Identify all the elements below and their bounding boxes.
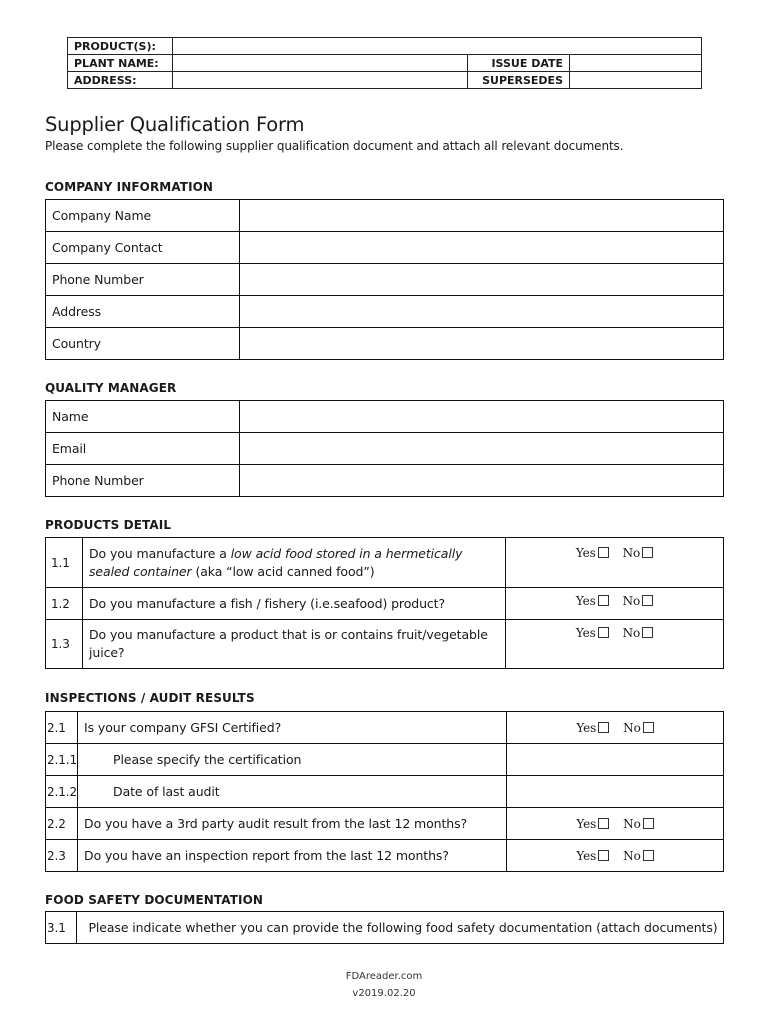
company-address-field[interactable]	[240, 296, 724, 328]
company-name-label: Company Name	[46, 200, 240, 232]
question-text-1-2: Do you manufacture a fish / fishery (i.e.seafood) product?	[83, 588, 506, 620]
qm-name-label: Name	[46, 401, 240, 433]
yes-no-choice: Yes No	[506, 538, 724, 588]
no-checkbox[interactable]	[642, 547, 653, 558]
yes-no-choice: Yes No	[506, 620, 724, 669]
issue-date-field[interactable]	[570, 55, 702, 72]
company-name-field[interactable]	[240, 200, 724, 232]
no-checkbox[interactable]	[643, 850, 654, 861]
question-number: 2.1	[46, 712, 78, 744]
yes-checkbox[interactable]	[598, 850, 609, 861]
last-audit-date-field[interactable]	[507, 776, 724, 808]
yes-no-choice: Yes No	[507, 840, 724, 872]
document-header-table	[67, 37, 702, 89]
question-text-2-1-1: Please specify the certification	[78, 744, 507, 776]
yes-checkbox[interactable]	[598, 547, 609, 558]
question-number: 2.1.1	[46, 744, 78, 776]
question-number: 2.2	[46, 808, 78, 840]
company-contact-field[interactable]	[240, 232, 724, 264]
yes-checkbox[interactable]	[598, 722, 609, 733]
company-info-heading: COMPANY INFORMATION	[45, 180, 214, 194]
company-phone-label: Phone Number	[46, 264, 240, 296]
yes-no-choice: Yes No	[507, 808, 724, 840]
question-number: 3.1	[46, 912, 77, 944]
company-phone-field[interactable]	[240, 264, 724, 296]
no-checkbox[interactable]	[643, 722, 654, 733]
plant-name-field[interactable]	[173, 55, 468, 72]
plant-name-label: PLANT NAME:	[68, 55, 173, 72]
company-country-label: Country	[46, 328, 240, 360]
quality-manager-table	[45, 400, 724, 497]
footer-version: v2019.02.20	[352, 988, 416, 999]
food-safety-table	[45, 911, 724, 944]
yes-checkbox[interactable]	[598, 595, 609, 606]
question-text-2-2: Do you have a 3rd party audit result from the last 12 months?	[78, 808, 507, 840]
intro-text: Please complete the following supplier qualification document and attach all relevant documents.	[45, 139, 624, 153]
inspections-table	[45, 711, 724, 872]
question-text-2-3: Do you have an inspection report from the last 12 months?	[78, 840, 507, 872]
supersedes-label: SUPERSEDES	[468, 72, 570, 89]
question-text-2-1-2: Date of last audit	[78, 776, 507, 808]
quality-manager-heading: QUALITY MANAGER	[45, 381, 177, 395]
qm-email-label: Email	[46, 433, 240, 465]
products-label: PRODUCT(S):	[68, 38, 173, 55]
products-detail-heading: PRODUCTS DETAIL	[45, 518, 172, 532]
question-text-2-1: Is your company GFSI Certified?	[78, 712, 507, 744]
qm-phone-label: Phone Number	[46, 465, 240, 497]
question-text-1-3: Do you manufacture a product that is or contains fruit/vegetable juice?	[83, 620, 506, 669]
qm-phone-field[interactable]	[240, 465, 724, 497]
question-number: 2.1.2	[46, 776, 78, 808]
issue-date-label: ISSUE DATE	[468, 55, 570, 72]
question-number: 2.3	[46, 840, 78, 872]
no-checkbox[interactable]	[642, 595, 653, 606]
company-country-field[interactable]	[240, 328, 724, 360]
no-checkbox[interactable]	[642, 627, 653, 638]
inspections-heading: INSPECTIONS / AUDIT RESULTS	[45, 691, 255, 705]
yes-checkbox[interactable]	[598, 818, 609, 829]
question-number: 1.2	[46, 588, 83, 620]
yes-no-choice: Yes No	[506, 588, 724, 620]
question-text-1-1: Do you manufacture a low acid food stored in a hermetically sealed container (aka “low acid canned food”)	[83, 538, 506, 588]
footer-site: FDAreader.com	[345, 971, 423, 982]
products-detail-table	[45, 537, 724, 669]
yes-checkbox[interactable]	[598, 627, 609, 638]
address-field[interactable]	[173, 72, 468, 89]
question-number: 1.3	[46, 620, 83, 669]
company-address-label: Address	[46, 296, 240, 328]
food-safety-heading: FOOD SAFETY DOCUMENTATION	[45, 893, 264, 907]
company-info-table	[45, 199, 724, 360]
qm-email-field[interactable]	[240, 433, 724, 465]
yes-no-choice: Yes No	[507, 712, 724, 744]
question-text-3-1: Please indicate whether you can provide the following food safety documentation (attach documents)	[77, 912, 724, 944]
question-number: 1.1	[46, 538, 83, 588]
no-checkbox[interactable]	[643, 818, 654, 829]
address-label: ADDRESS:	[68, 72, 173, 89]
products-field[interactable]	[173, 38, 702, 55]
company-contact-label: Company Contact	[46, 232, 240, 264]
qm-name-field[interactable]	[240, 401, 724, 433]
page-title: Supplier Qualification Form	[45, 113, 305, 136]
supersedes-field[interactable]	[570, 72, 702, 89]
certification-field[interactable]	[507, 744, 724, 776]
